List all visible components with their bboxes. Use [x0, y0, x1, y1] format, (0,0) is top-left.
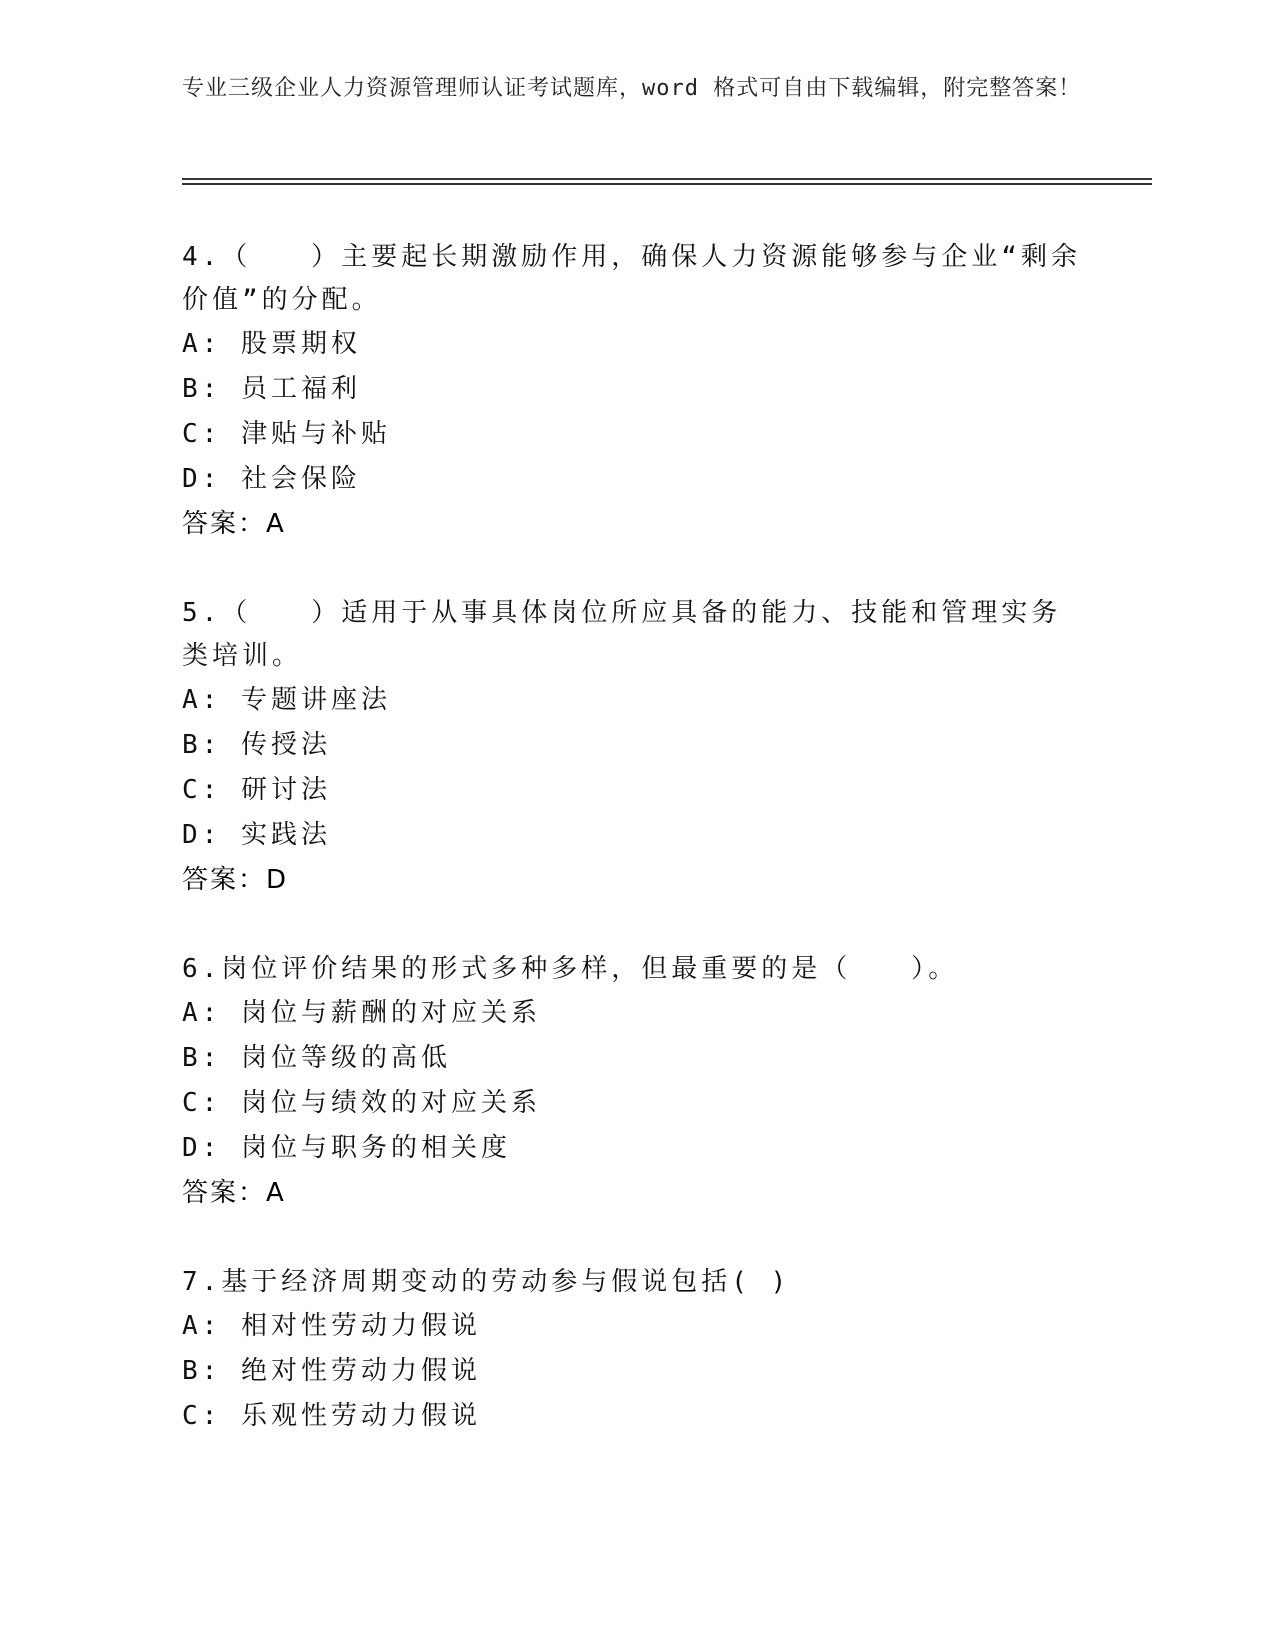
- option-b: B: 岗位等级的高低: [182, 1043, 451, 1073]
- option-b: B: 绝对性劳动力假说: [182, 1356, 481, 1386]
- answer-line: 答案：A: [182, 509, 286, 539]
- option-b: B: 传授法: [182, 730, 331, 760]
- question-stem: 6.岗位评价结果的形式多种多样，但最重要的是（ ）。: [182, 954, 959, 984]
- option-a: A: 岗位与薪酬的对应关系: [182, 998, 541, 1028]
- option-d: D: 社会保险: [182, 464, 361, 494]
- question-stem: 7.基于经济周期变动的劳动参与假说包括( ): [182, 1267, 791, 1297]
- option-d: D: 岗位与职务的相关度: [182, 1133, 511, 1163]
- question-7: [182, 1261, 1082, 1439]
- option-c: C: 岗位与绩效的对应关系: [182, 1088, 541, 1118]
- header-rule-top: [182, 178, 1152, 180]
- answer-line: 答案：A: [182, 1178, 286, 1208]
- question-list: [182, 236, 1082, 1485]
- option-c: C: 研讨法: [182, 775, 331, 805]
- answer-line: 答案：D: [182, 865, 289, 895]
- question-stem: 4.（ ）主要起长期激励作用，确保人力资源能够参与企业“剩余价值”的分配。: [182, 242, 1081, 315]
- option-a: A: 相对性劳动力假说: [182, 1311, 481, 1341]
- option-d: D: 实践法: [182, 820, 331, 850]
- option-a: A: 专题讲座法: [182, 685, 391, 715]
- option-c: C: 乐观性劳动力假说: [182, 1401, 481, 1431]
- question-5: [182, 592, 1082, 902]
- option-a: A: 股票期权: [182, 329, 361, 359]
- document-header: 专业三级企业人力资源管理师认证考试题库，word 格式可自由下载编辑，附完整答案！: [182, 76, 1082, 101]
- option-b: B: 员工福利: [182, 374, 361, 404]
- option-c: C: 津贴与补贴: [182, 419, 391, 449]
- question-6: [182, 948, 1082, 1215]
- header-rule-bottom: [182, 183, 1152, 185]
- question-4: [182, 236, 1082, 546]
- question-stem: 5.（ ）适用于从事具体岗位所应具备的能力、技能和管理实务类培训。: [182, 598, 1062, 671]
